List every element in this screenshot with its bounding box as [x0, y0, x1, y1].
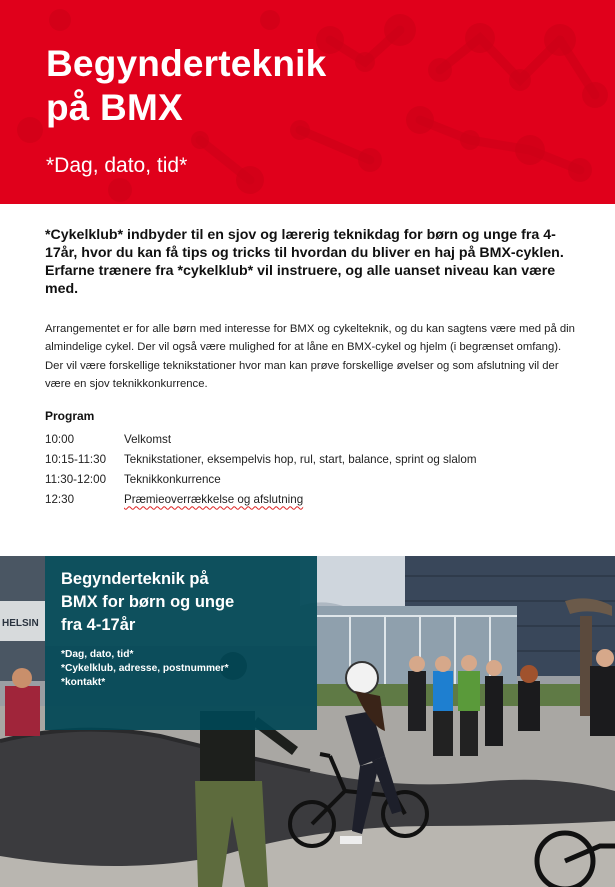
program-time: 12:30	[45, 492, 75, 506]
event-info-title-line2: BMX for børn og unge	[61, 593, 235, 611]
program-activity: Velkomst	[124, 432, 172, 446]
event-info-date: *Dag, dato, tid*	[61, 649, 134, 660]
program-activity: Teknikkonkurrence	[124, 472, 221, 486]
banner-date: *Dag, dato, tid*	[46, 154, 188, 177]
program-row	[45, 469, 585, 489]
event-info-contact: *kontakt*	[61, 677, 106, 688]
page-title	[46, 42, 326, 130]
program-row	[45, 449, 585, 469]
description-paragraph: Arrangementet er for alle børn med interesse for BMX og cykelteknik, og du kan sagtens være med på din almindelige cykel. Der vil også være mulighed for at låne en BMX-cykel og hjelm (i begrænset omfang). Der vil være forskellige teknikstationer hvor man kan prøve forskellige øvelser og som afslutning vil der være en sjov teknikkonkurrence.	[45, 323, 575, 391]
program-time: 10:15-11:30	[45, 452, 107, 466]
page-title-line2: på BMX	[46, 87, 183, 128]
header-banner	[0, 0, 615, 204]
event-info-box	[45, 556, 317, 730]
event-info-address: *Cykelklub, adresse, postnummer*	[61, 663, 229, 674]
program-activity: Teknikstationer, eksempelvis hop, rul, start, balance, sprint og slalom	[124, 452, 477, 466]
program-row	[45, 429, 585, 449]
event-info-title-line1: Begynderteknik på	[61, 570, 209, 588]
page-title-line1: Begynderteknik	[46, 43, 327, 84]
program-activity: Præmieoverrækkelse og afslutning	[124, 492, 304, 506]
building-sign-text: HELSIN	[2, 618, 39, 629]
program-heading: Program	[45, 409, 95, 423]
event-info-title-line3: fra 4-17år	[61, 616, 136, 634]
program-list	[45, 429, 585, 509]
program-time: 11:30-12:00	[45, 472, 107, 486]
program-row	[45, 489, 585, 509]
intro-paragraph: *Cykelklub* indbyder til en sjov og lærerig teknikdag for børn og unge fra 4-17år, hvor du kan få tips og tricks til hvordan du bliver en haj på BMX-cyklen. Erfarne trænere fra *cykelklub* vil instruere, og alle uanset niveau kan være med.	[45, 227, 564, 297]
event-info-details	[61, 648, 311, 690]
program-time: 10:00	[45, 432, 75, 446]
event-info-title	[61, 568, 301, 637]
